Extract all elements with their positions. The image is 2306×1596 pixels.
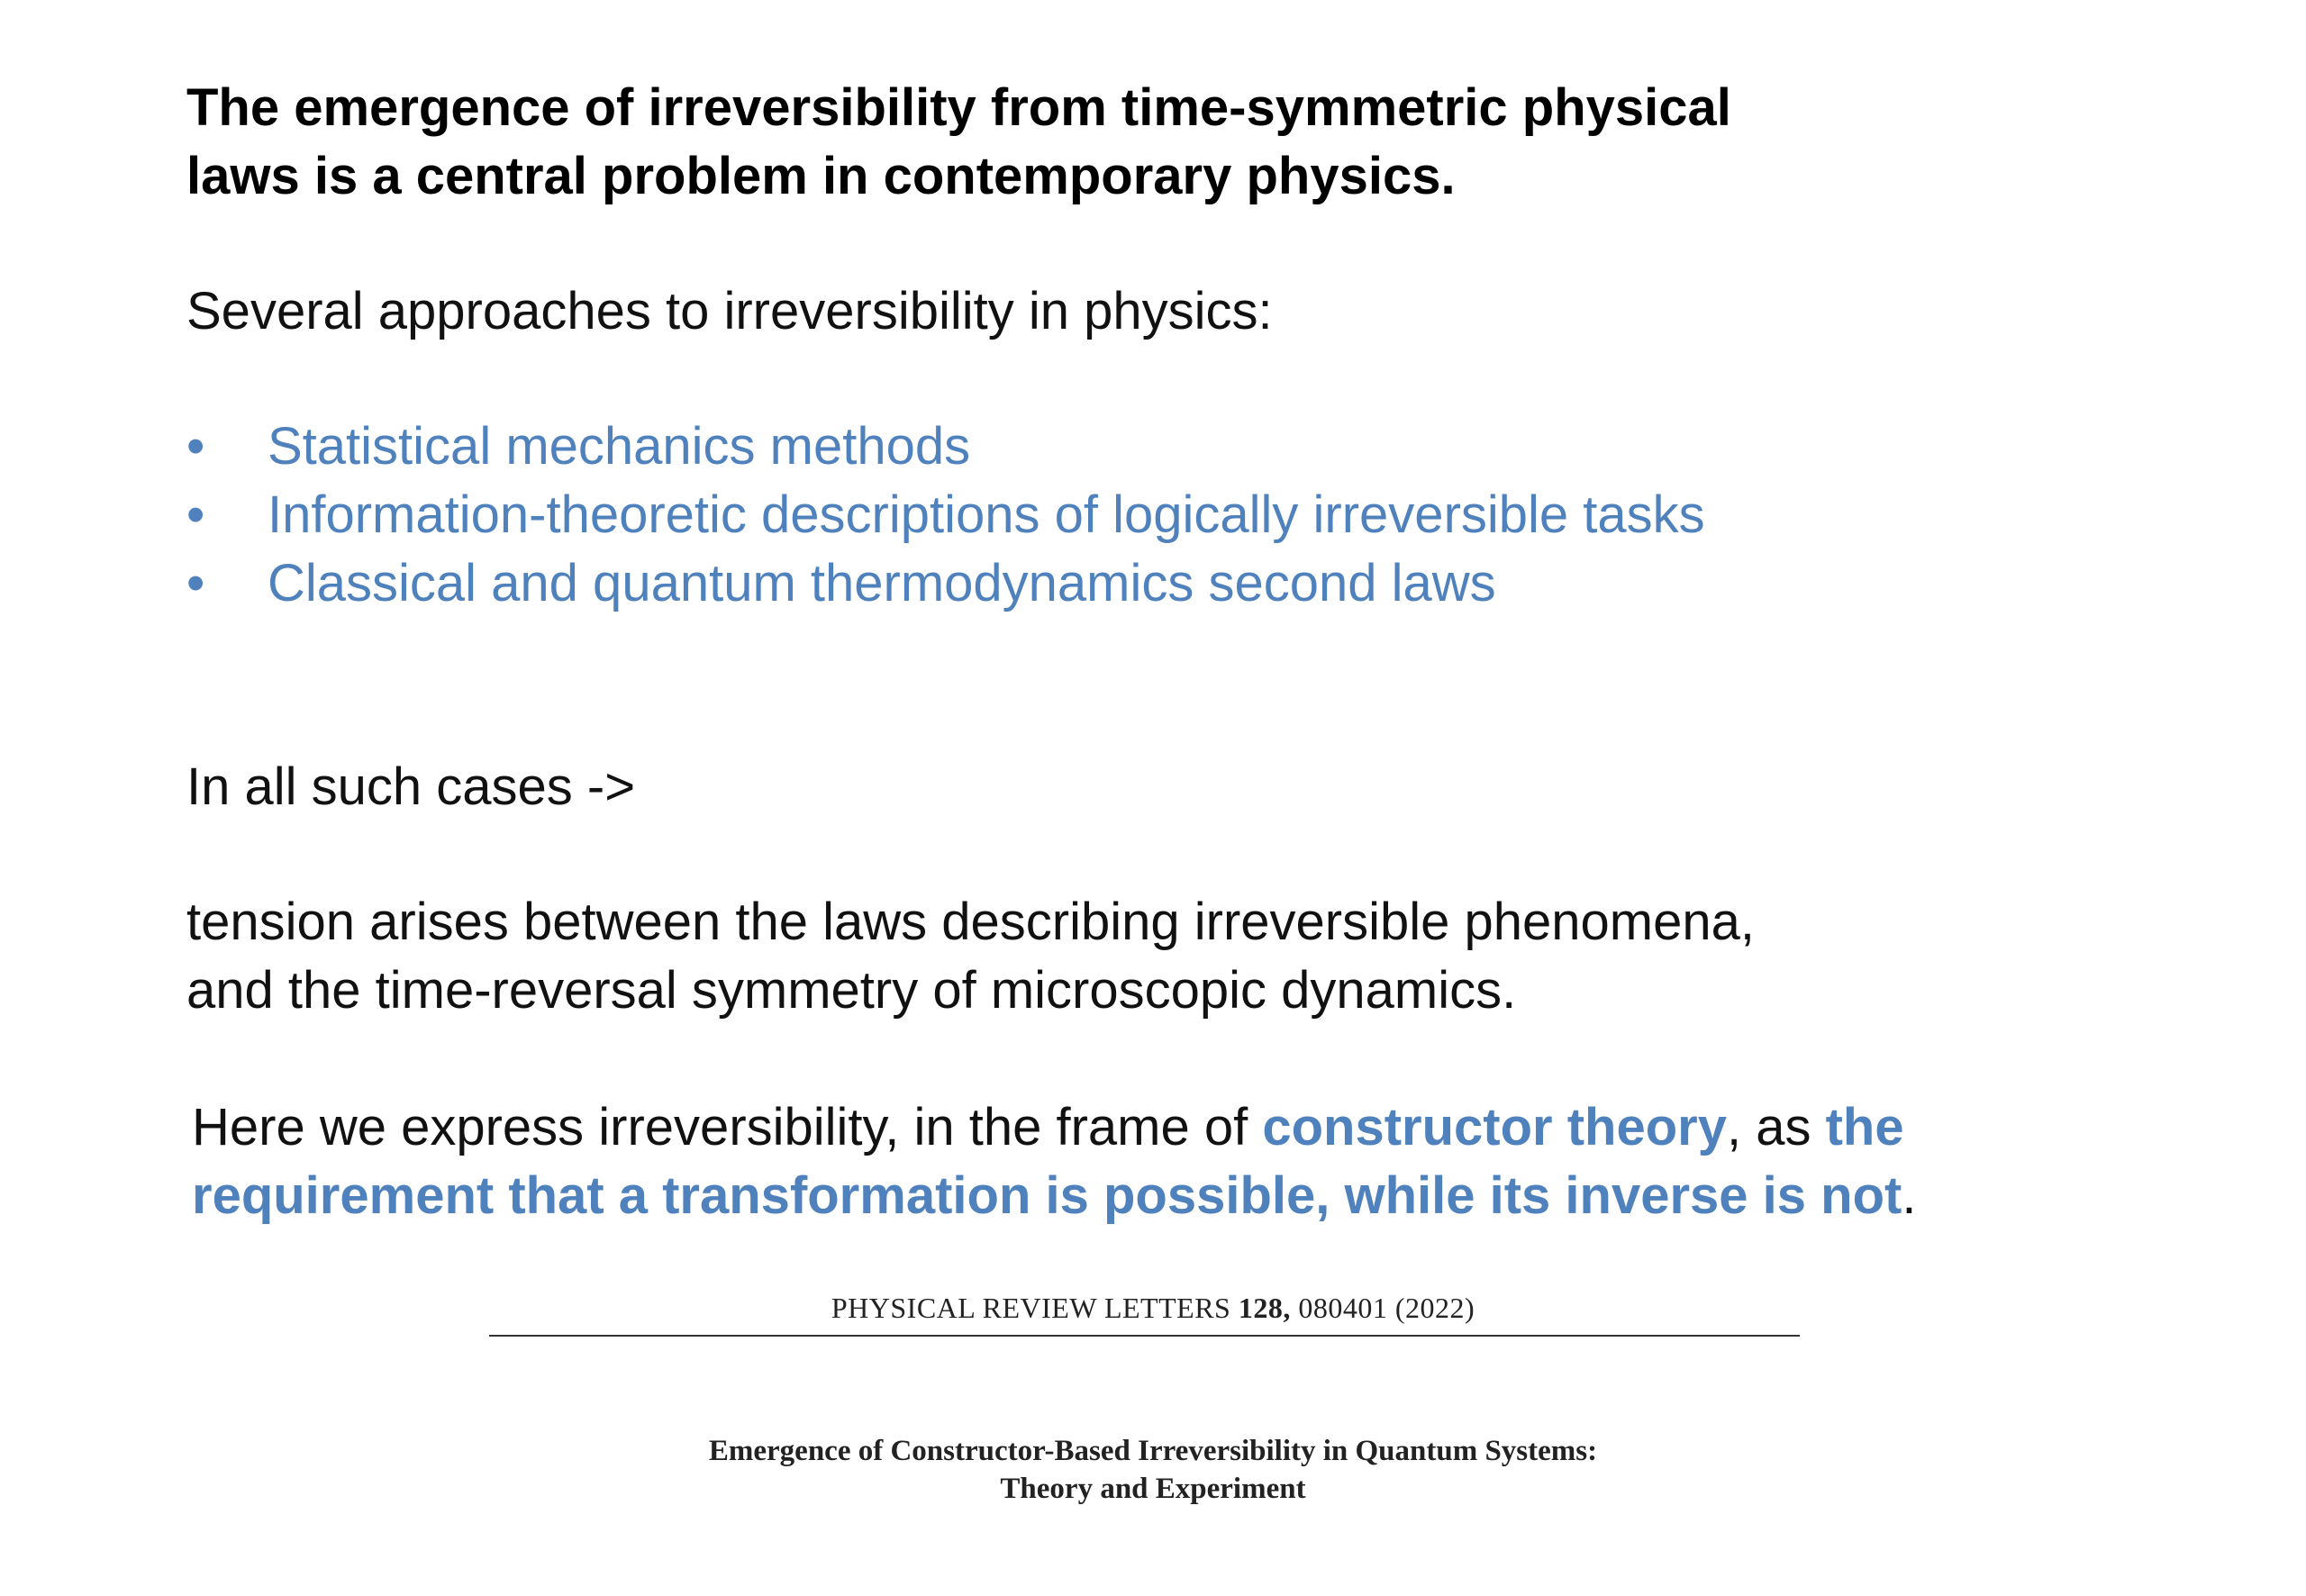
list-item <box>186 549 1705 618</box>
list-item-label: Classical and quantum thermodynamics second laws <box>268 554 1496 612</box>
bullet-icon: • <box>186 417 205 476</box>
bullet-icon: • <box>186 554 205 612</box>
slide-title <box>186 74 1988 211</box>
list-item-label: Statistical mechanics methods <box>268 417 971 476</box>
tension-line-2: and the time-reversal symmetry of microscopic dynamics. <box>186 961 1517 1020</box>
paper-title <box>0 1432 2306 1508</box>
statement-text: Here we express irreversibility, in the frame of <box>192 1098 1263 1156</box>
tension-line-1: tension arises between the laws describing irreversible phenomena, <box>186 893 1755 951</box>
paper-title-line-1: Emergence of Constructor-Based Irreversibility in Quantum Systems: <box>708 1435 1598 1467</box>
list-item <box>186 413 1705 481</box>
statement-line-1 <box>192 1093 1916 1162</box>
statement-line-2 <box>192 1162 1916 1230</box>
statement-text: , as <box>1726 1098 1826 1156</box>
title-line-2: laws is a central problem in contemporary physics. <box>186 147 1456 205</box>
journal-volume: 128, <box>1238 1292 1291 1324</box>
requirement-highlight-start: the <box>1825 1098 1904 1156</box>
title-line-1: The emergence of irreversibility from time-symmetric physical <box>186 78 1731 137</box>
approaches-list <box>186 413 1705 618</box>
list-item <box>186 481 1705 549</box>
paper-title-line-2: Theory and Experiment <box>1000 1473 1306 1505</box>
journal-header <box>0 1292 2306 1325</box>
tension-text <box>186 888 1755 1025</box>
bullet-icon: • <box>186 485 205 544</box>
list-item-label: Information-theoretic descriptions of logically irreversible tasks <box>268 485 1705 544</box>
journal-article: 080401 (2022) <box>1290 1292 1475 1324</box>
statement-end: . <box>1902 1166 1917 1225</box>
requirement-highlight: requirement that a transformation is possible, while its inverse is not <box>192 1166 1902 1225</box>
journal-name: PHYSICAL REVIEW LETTERS <box>831 1292 1239 1324</box>
constructor-theory-highlight: constructor theory <box>1262 1098 1727 1156</box>
intro-text: Several approaches to irreversibility in physics: <box>186 282 1273 340</box>
constructor-statement <box>192 1093 1916 1230</box>
cases-text: In all such cases -> <box>186 757 636 816</box>
journal-divider <box>489 1335 1800 1337</box>
